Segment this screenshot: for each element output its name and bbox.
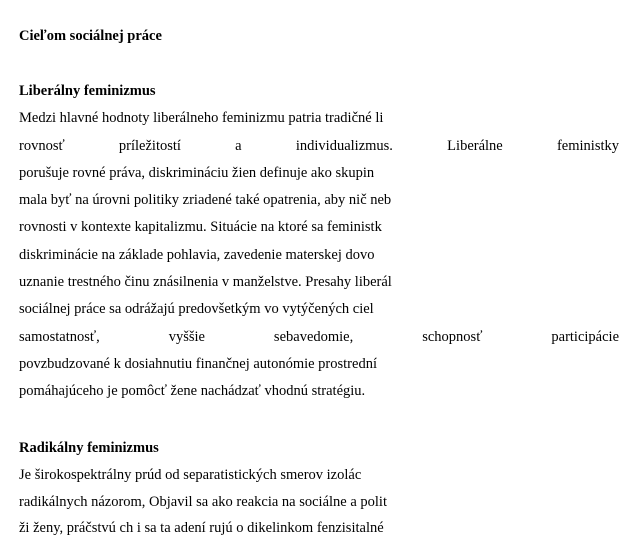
paragraph-line: rovnosť príležitostí a individualizmus. Liberálne feministky	[19, 138, 619, 154]
paragraph-line: Medzi hlavné hodnoty liberálneho feminizmu patria tradičné li	[19, 110, 384, 126]
paragraph-line: diskriminácie na základe pohlavia, zavedenie materskej dovo	[19, 247, 375, 263]
paragraph-line: Je širokospektrálny prúd od separatistických smerov izolác	[19, 467, 362, 483]
paragraph-line: uznanie trestného činu znásilnenia v manželstve. Presahy liberál	[19, 274, 392, 290]
paragraph-line: sociálnej práce sa odrážajú predovšetkým vo vytýčených ciel	[19, 301, 374, 317]
paragraph-line: mala byť na úrovni politiky zriadené také opatrenia, aby nič neb	[19, 192, 392, 208]
document-title: Cieľom sociálnej práce	[19, 28, 162, 44]
paragraph-line: samostatnosť, vyššie sebavedomie, schopnosť participácie	[19, 329, 619, 345]
paragraph-line: porušuje rovné práva, diskrimináciu žien definuje ako skupin	[19, 165, 375, 181]
paragraph-line: radikálnych názorom, Objavil sa ako reakcia na sociálne a polit	[19, 494, 387, 510]
section-heading-liberal-feminism: Liberálny feminizmus	[19, 83, 156, 99]
paragraph-line: ži ženy, práčstvú ch i sa ta adení rujú o dikelinkom fenzisitalné	[19, 520, 384, 536]
paragraph-line: povzbudzované k dosiahnutiu finančnej autonómie prostrední	[19, 356, 377, 372]
section-heading-radical-feminism: Radikálny feminizmus	[19, 440, 159, 456]
paragraph-line: pomáhajúceho je pomôcť žene nachádzať vhodnú stratégiu.	[19, 383, 366, 399]
paragraph-line: rovnosti v kontexte kapitalizmu. Situácie na ktoré sa feministk	[19, 219, 382, 235]
